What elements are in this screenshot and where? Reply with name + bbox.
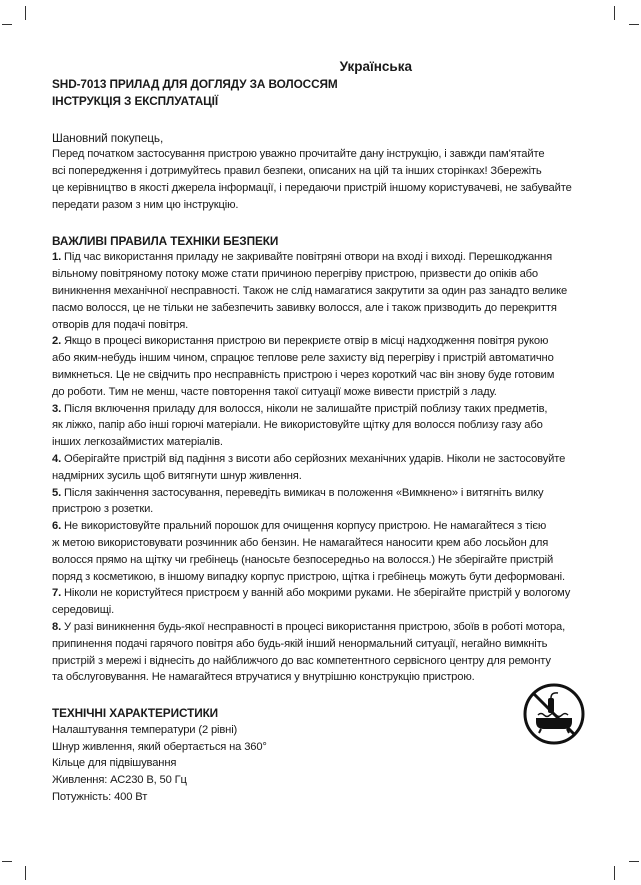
safety-rule-text: волосся прямо на щітку чи гребінець (наносьте безпосередньо на волосся.) Не зберігайте пристрій: [52, 553, 554, 566]
safety-rule-text: припинення подачі гарячого повітря або будь-якій інший ненормальний ситуації, негайно вимкніть: [52, 637, 548, 650]
safety-rules-list: [52, 249, 592, 686]
specs-list: [52, 722, 592, 806]
spec-item: Живлення: АС230 В, 50 Гц: [52, 774, 187, 787]
safety-rule-text: як ліжко, папір або інші горючі матеріали. Не використовуйте щітку для волосся поблизу газу або: [52, 419, 543, 432]
safety-rule-text: або яким-небудь іншим чином, спрацює теплове реле захисту від перегріву і пристрій автоматично: [52, 352, 554, 365]
crop-mark-top-right: [614, 6, 615, 20]
safety-rule-text: пристрою з розетки.: [52, 503, 154, 516]
crop-mark-top-right-h: [629, 24, 639, 25]
safety-rule-line: [52, 249, 592, 266]
safety-heading: ВАЖЛИВІ ПРАВИЛА ТЕХНІКИ БЕЗПЕКИ: [52, 233, 279, 248]
product-title: SHD-7013 ПРИЛАД ДЛЯ ДОГЛЯДУ ЗА ВОЛОССЯМ: [52, 77, 338, 91]
safety-rule-number: 4.: [52, 452, 62, 465]
safety-rule-line: [52, 283, 592, 300]
greeting: Шановний покупець,: [52, 130, 164, 145]
safety-rule-number: 2.: [52, 335, 62, 348]
crop-mark-top-left: [25, 6, 26, 20]
safety-rule-text: та обслуговування. Не намагайтеся втручатися у внутрішню конструкцію пристрою.: [52, 671, 475, 684]
safety-rule-line: [52, 367, 592, 384]
spec-item: Шнур живлення, який обертається на 360°: [52, 740, 267, 753]
safety-rule-text: Під час використання приладу не закривайте повітряні отвори на вході і виході. Перешкоджання: [64, 251, 552, 264]
safety-rule-text: інших легкозаймистих матеріалів.: [52, 436, 223, 449]
safety-rule-line: [52, 653, 592, 670]
safety-rule-text: Після закінчення застосування, переведіть вимикач в положення «Вимкнено» і витягніть вилку: [64, 486, 544, 499]
safety-rule-text: У разі виникнення будь-якої несправності в процесі використання пристрою, збоїв в роботі мотора,: [64, 620, 566, 633]
safety-rule-line: [52, 401, 592, 418]
manual-title: ІНСТРУКЦІЯ З ЕКСПЛУАТАЦІЇ: [52, 93, 219, 108]
crop-mark-bottom-left-h: [2, 861, 12, 862]
intro-line: всі попередження і дотримуйтесь правил безпеки, описаних на цій та інших сторінках! Збережіть: [52, 165, 542, 178]
safety-rule-text: ж метою використовувати розчинник або бензин. Не намагайтеся наносити крем або лосьйон для: [52, 536, 549, 549]
intro-text: [52, 146, 592, 213]
intro-line: передати разом з ним цю інструкцію.: [52, 198, 239, 211]
safety-rule-text: вимкнеться. Це не свідчить про несправність пристрою і через короткий час він знову буде готовим: [52, 368, 555, 381]
specs-heading: ТЕХНІЧНІ ХАРАКТЕРИСТИКИ: [52, 706, 219, 721]
safety-rule-text: вільному повітряному потоку може стати причиною перегріву пристрою, призвести до опіків або: [52, 268, 538, 281]
safety-rule-text: Після включення приладу для волосся, ніколи не залишайте пристрій поблизу таких предметів,: [64, 402, 548, 415]
intro-line: Перед початком застосування пристрою уважно прочитайте дану інструкцію, і завжди пам'ятайте: [52, 148, 545, 161]
safety-rule-line: [52, 552, 592, 569]
safety-rule-line: [52, 619, 592, 636]
intro-line: це керівництво в якості джерела інформації, і передаючи пристрій іншому користувачеві, не забувайте: [52, 181, 572, 194]
safety-rule-line: [52, 636, 592, 653]
crop-mark-bottom-right: [614, 866, 615, 880]
safety-rule-number: 5.: [52, 486, 62, 499]
safety-rule-text: пасмо волосся, це не тільки не забезпечить завивку волосся, але і також призводить до перекриття: [52, 301, 557, 314]
safety-rule-line: [52, 468, 592, 485]
safety-rule-text: Не використовуйте пральний порошок для очищення корпусу пристрою. Не намагайтеся з тією: [64, 520, 547, 533]
safety-rule-line: [52, 485, 592, 502]
safety-rule-text: виникнення механічної несправності. Також не слід намагатися закрутити за один раз занадто велике: [52, 284, 568, 297]
spec-item: Налаштування температури (2 рівні): [52, 723, 238, 736]
no-water-bath-icon: [522, 682, 586, 746]
safety-rule-number: 7.: [52, 587, 62, 600]
safety-rule-line: [52, 266, 592, 283]
safety-rule-line: [52, 569, 592, 586]
safety-rule-line: [52, 333, 592, 350]
safety-rule-line: [52, 434, 592, 451]
safety-rule-text: надмірних зусиль щоб витягнути шнур живлення.: [52, 469, 302, 482]
safety-rule-number: 1.: [52, 251, 62, 264]
safety-rule-text: поряд з косметикою, в іншому випадку корпус пристрою, щітка і гребінець можуть бути деформовані.: [52, 570, 565, 583]
safety-rule-text: пристрій з мережі і віднесіть до найближчого до вас компетентного сервісного центру для ремонту: [52, 654, 551, 667]
manual-page: [52, 58, 592, 806]
safety-rule-text: до роботи. Тим не менш, часте повторення такої ситуації може вивести пристрій з ладу.: [52, 385, 497, 398]
safety-rule-line: [52, 451, 592, 468]
spec-item: Кільце для підвішування: [52, 757, 177, 770]
safety-rule-line: [52, 585, 592, 602]
safety-rule-number: 8.: [52, 620, 62, 633]
safety-rule-line: [52, 501, 592, 518]
spec-item: Потужність: 400 Вт: [52, 791, 148, 804]
safety-rule-line: [52, 518, 592, 535]
safety-rule-number: 3.: [52, 402, 62, 415]
safety-rule-text: середовищі.: [52, 604, 115, 617]
safety-rule-line: [52, 317, 592, 334]
safety-rule-line: [52, 300, 592, 317]
safety-rule-number: 6.: [52, 520, 62, 533]
safety-rule-text: Якщо в процесі використання пристрою ви перекриєте отвір в місці надходження повітря рукою: [64, 335, 549, 348]
safety-rule-text: Ніколи не користуйтеся пристроєм у ванній або мокрими руками. Не зберігайте пристрій у вологому: [64, 587, 571, 600]
safety-rule-line: [52, 602, 592, 619]
crop-mark-bottom-right-h: [629, 861, 639, 862]
safety-rule-text: отворів для подачі повітря.: [52, 318, 189, 331]
language-title: Українська: [339, 59, 412, 74]
safety-rule-line: [52, 384, 592, 401]
safety-rule-line: [52, 350, 592, 367]
crop-mark-top-left-h: [2, 24, 12, 25]
safety-rule-line: [52, 417, 592, 434]
safety-rule-line: [52, 535, 592, 552]
crop-mark-bottom-left: [25, 866, 26, 880]
safety-rule-text: Оберігайте пристрій від падіння з висоти або серйозних механічних ударів. Ніколи не застосовуйте: [64, 452, 566, 465]
safety-rule-line: [52, 669, 592, 686]
